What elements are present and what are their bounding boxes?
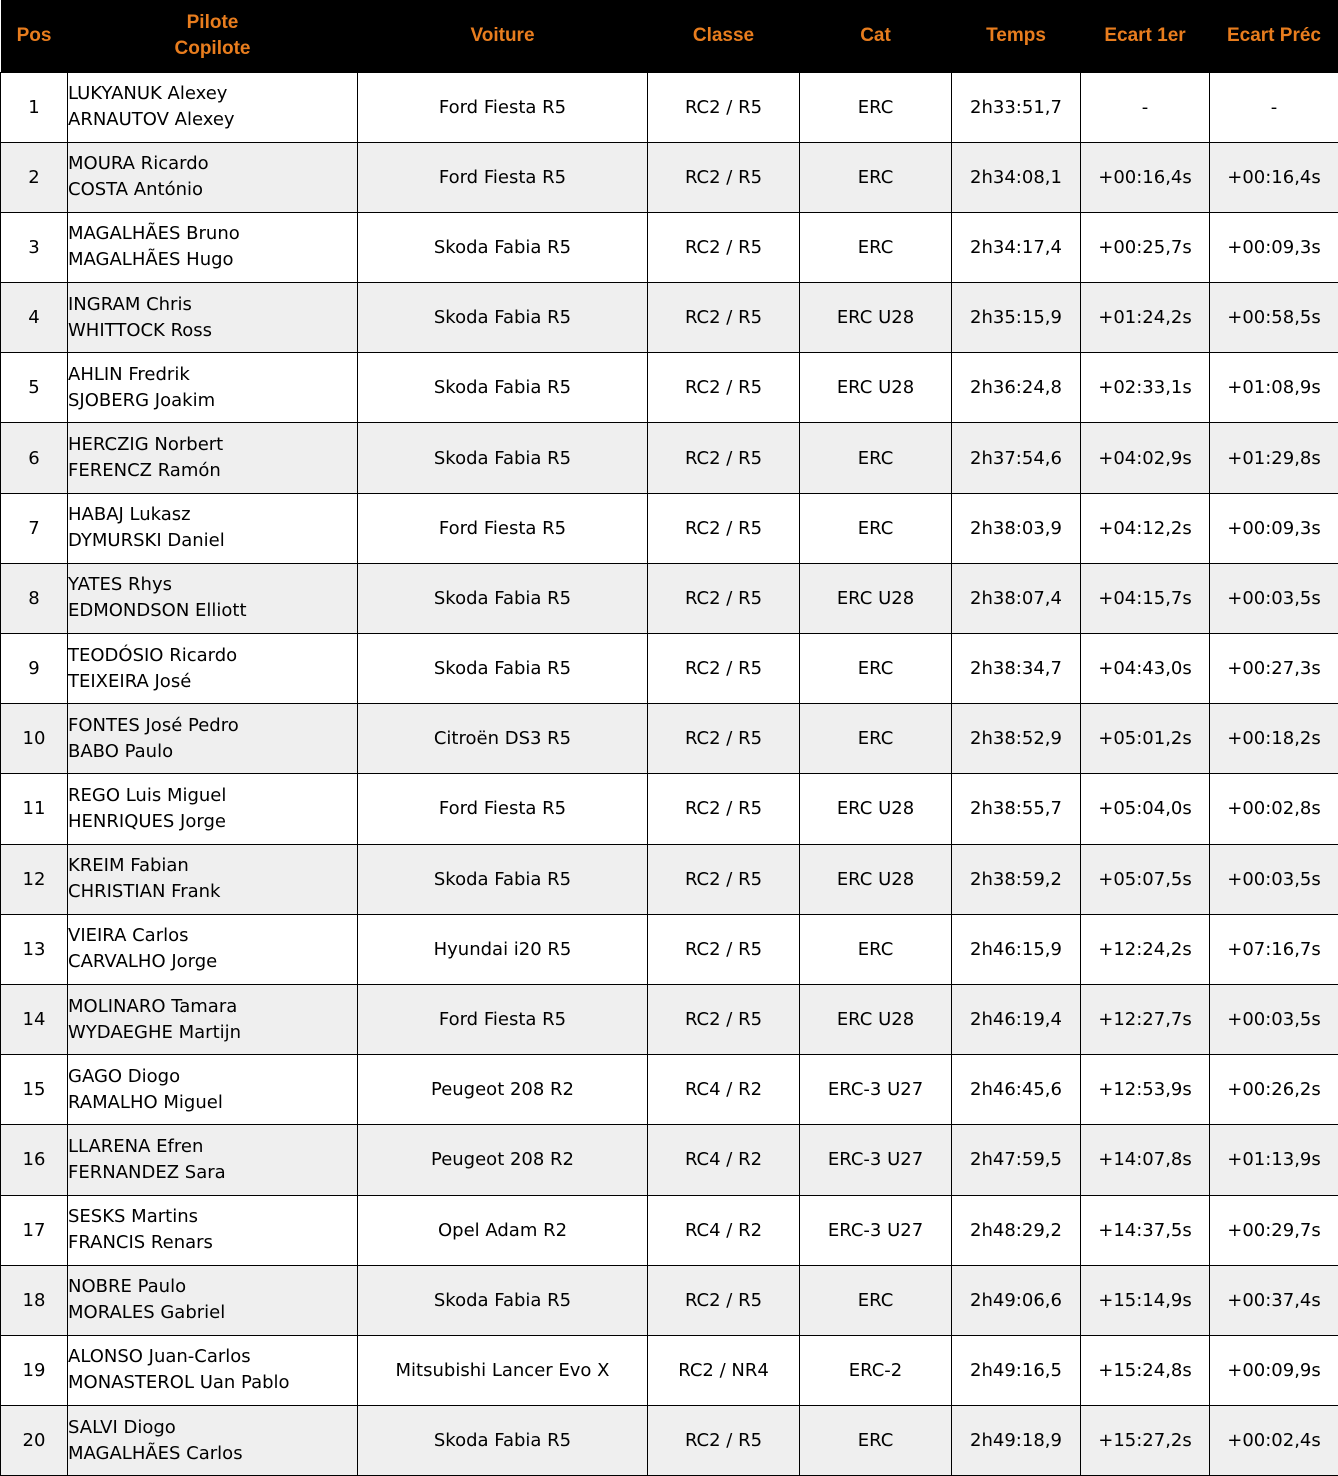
ecart-1er-cell: +05:01,2s bbox=[1081, 704, 1210, 774]
crew-cell bbox=[68, 844, 358, 914]
copilote-name: FERNANDEZ Sara bbox=[68, 1161, 226, 1183]
ecart-prec-cell: +00:58,5s bbox=[1210, 283, 1338, 353]
ecart-prec-cell: +01:13,9s bbox=[1210, 1125, 1338, 1195]
header-ecart-1er: Ecart 1er bbox=[1081, 0, 1210, 72]
voiture-cell: Skoda Fabia R5 bbox=[358, 353, 648, 423]
classe-cell: RC2 / R5 bbox=[648, 634, 800, 704]
pilote-name: HABAJ Lukasz bbox=[68, 504, 191, 526]
pos-cell: 10 bbox=[1, 704, 68, 774]
temps-cell: 2h35:15,9 bbox=[952, 283, 1081, 353]
ecart-1er-cell: +15:14,9s bbox=[1081, 1265, 1210, 1335]
temps-cell: 2h38:34,7 bbox=[952, 634, 1081, 704]
header-crew bbox=[68, 0, 358, 72]
crew-cell bbox=[68, 634, 358, 704]
pos-cell: 15 bbox=[1, 1055, 68, 1125]
table-row bbox=[1, 563, 1338, 633]
table-row bbox=[1, 72, 1338, 142]
classe-cell: RC2 / R5 bbox=[648, 563, 800, 633]
classe-cell: RC2 / R5 bbox=[648, 212, 800, 282]
pos-cell: 3 bbox=[1, 212, 68, 282]
temps-cell: 2h46:19,4 bbox=[952, 984, 1081, 1054]
cat-cell: ERC U28 bbox=[800, 353, 952, 423]
cat-cell: ERC bbox=[800, 914, 952, 984]
temps-cell: 2h49:16,5 bbox=[952, 1335, 1081, 1405]
ecart-prec-cell: +00:02,8s bbox=[1210, 774, 1338, 844]
table-row bbox=[1, 1195, 1338, 1265]
ecart-prec-cell: +00:37,4s bbox=[1210, 1265, 1338, 1335]
copilote-name: WHITTOCK Ross bbox=[68, 319, 213, 341]
ecart-prec-cell: +00:27,3s bbox=[1210, 634, 1338, 704]
classe-cell: RC2 / R5 bbox=[648, 1406, 800, 1476]
table-row bbox=[1, 423, 1338, 493]
cat-cell: ERC bbox=[800, 1406, 952, 1476]
ecart-1er-cell: +02:33,1s bbox=[1081, 353, 1210, 423]
cat-cell: ERC bbox=[800, 1265, 952, 1335]
ecart-prec-cell: +00:26,2s bbox=[1210, 1055, 1338, 1125]
voiture-cell: Peugeot 208 R2 bbox=[358, 1055, 648, 1125]
ecart-1er-cell: - bbox=[1081, 72, 1210, 142]
table-row bbox=[1, 1125, 1338, 1195]
classe-cell: RC2 / R5 bbox=[648, 1265, 800, 1335]
pos-cell: 11 bbox=[1, 774, 68, 844]
copilote-name: SJOBERG Joakim bbox=[68, 389, 216, 411]
table-row bbox=[1, 1055, 1338, 1125]
voiture-cell: Skoda Fabia R5 bbox=[358, 212, 648, 282]
ecart-prec-cell: +00:18,2s bbox=[1210, 704, 1338, 774]
classe-cell: RC2 / NR4 bbox=[648, 1335, 800, 1405]
table-header bbox=[1, 0, 1338, 72]
voiture-cell: Opel Adam R2 bbox=[358, 1195, 648, 1265]
table-row bbox=[1, 914, 1338, 984]
cat-cell: ERC bbox=[800, 704, 952, 774]
table-row bbox=[1, 283, 1338, 353]
classe-cell: RC2 / R5 bbox=[648, 914, 800, 984]
cat-cell: ERC-3 U27 bbox=[800, 1195, 952, 1265]
copilote-name: RAMALHO Miguel bbox=[68, 1091, 223, 1113]
temps-cell: 2h34:17,4 bbox=[952, 212, 1081, 282]
header-row bbox=[1, 0, 1338, 72]
crew-cell bbox=[68, 72, 358, 142]
temps-cell: 2h38:07,4 bbox=[952, 563, 1081, 633]
pilote-name: SALVI Diogo bbox=[68, 1416, 176, 1438]
cat-cell: ERC bbox=[800, 212, 952, 282]
voiture-cell: Skoda Fabia R5 bbox=[358, 423, 648, 493]
pilote-name: SESKS Martins bbox=[68, 1206, 198, 1228]
temps-cell: 2h46:45,6 bbox=[952, 1055, 1081, 1125]
temps-cell: 2h38:52,9 bbox=[952, 704, 1081, 774]
cat-cell: ERC U28 bbox=[800, 774, 952, 844]
crew-cell bbox=[68, 704, 358, 774]
ecart-1er-cell: +05:07,5s bbox=[1081, 844, 1210, 914]
classe-cell: RC2 / R5 bbox=[648, 844, 800, 914]
classe-cell: RC2 / R5 bbox=[648, 774, 800, 844]
cat-cell: ERC U28 bbox=[800, 984, 952, 1054]
header-copilote: Copilote bbox=[174, 37, 251, 59]
pos-cell: 13 bbox=[1, 914, 68, 984]
classe-cell: RC2 / R5 bbox=[648, 984, 800, 1054]
pilote-name: LUKYANUK Alexey bbox=[68, 83, 228, 105]
table-row bbox=[1, 493, 1338, 563]
cat-cell: ERC bbox=[800, 493, 952, 563]
table-row bbox=[1, 142, 1338, 212]
ecart-1er-cell: +05:04,0s bbox=[1081, 774, 1210, 844]
cat-cell: ERC U28 bbox=[800, 283, 952, 353]
temps-cell: 2h33:51,7 bbox=[952, 72, 1081, 142]
header-cat: Cat bbox=[800, 0, 952, 72]
pos-cell: 16 bbox=[1, 1125, 68, 1195]
classe-cell: RC2 / R5 bbox=[648, 72, 800, 142]
pilote-name: HERCZIG Norbert bbox=[68, 434, 224, 456]
header-pilote: Pilote bbox=[186, 11, 239, 33]
table-row bbox=[1, 634, 1338, 704]
pilote-name: TEODÓSIO Ricardo bbox=[68, 644, 238, 666]
ecart-1er-cell: +04:02,9s bbox=[1081, 423, 1210, 493]
crew-cell bbox=[68, 1055, 358, 1125]
ecart-prec-cell: +00:03,5s bbox=[1210, 984, 1338, 1054]
pos-cell: 18 bbox=[1, 1265, 68, 1335]
crew-cell bbox=[68, 423, 358, 493]
ecart-1er-cell: +04:12,2s bbox=[1081, 493, 1210, 563]
pos-cell: 2 bbox=[1, 142, 68, 212]
voiture-cell: Ford Fiesta R5 bbox=[358, 72, 648, 142]
table-row bbox=[1, 212, 1338, 282]
crew-cell bbox=[68, 1265, 358, 1335]
copilote-name: CARVALHO Jorge bbox=[68, 951, 218, 973]
ecart-1er-cell: +04:43,0s bbox=[1081, 634, 1210, 704]
ecart-1er-cell: +00:16,4s bbox=[1081, 142, 1210, 212]
ecart-1er-cell: +15:24,8s bbox=[1081, 1335, 1210, 1405]
copilote-name: ARNAUTOV Alexey bbox=[68, 109, 235, 131]
temps-cell: 2h36:24,8 bbox=[952, 353, 1081, 423]
cat-cell: ERC bbox=[800, 142, 952, 212]
voiture-cell: Skoda Fabia R5 bbox=[358, 1406, 648, 1476]
header-ecart-prec: Ecart Préc bbox=[1210, 0, 1338, 72]
voiture-cell: Ford Fiesta R5 bbox=[358, 493, 648, 563]
pos-cell: 9 bbox=[1, 634, 68, 704]
ecart-1er-cell: +14:07,8s bbox=[1081, 1125, 1210, 1195]
pilote-name: FONTES José Pedro bbox=[68, 714, 239, 736]
ecart-prec-cell: +00:16,4s bbox=[1210, 142, 1338, 212]
table-row bbox=[1, 1335, 1338, 1405]
copilote-name: HENRIQUES Jorge bbox=[68, 810, 226, 832]
pilote-name: MOURA Ricardo bbox=[68, 153, 209, 175]
ecart-prec-cell: +00:03,5s bbox=[1210, 563, 1338, 633]
table-row bbox=[1, 984, 1338, 1054]
ecart-1er-cell: +01:24,2s bbox=[1081, 283, 1210, 353]
pilote-name: YATES Rhys bbox=[68, 574, 172, 596]
header-temps: Temps bbox=[952, 0, 1081, 72]
classe-cell: RC2 / R5 bbox=[648, 283, 800, 353]
ecart-prec-cell: +00:09,9s bbox=[1210, 1335, 1338, 1405]
ecart-1er-cell: +00:25,7s bbox=[1081, 212, 1210, 282]
ecart-prec-cell: - bbox=[1210, 72, 1338, 142]
copilote-name: MAGALHÃES Carlos bbox=[68, 1442, 243, 1464]
pos-cell: 4 bbox=[1, 283, 68, 353]
crew-cell bbox=[68, 914, 358, 984]
copilote-name: MAGALHÃES Hugo bbox=[68, 249, 234, 271]
copilote-name: BABO Paulo bbox=[68, 740, 174, 762]
pos-cell: 7 bbox=[1, 493, 68, 563]
crew-cell bbox=[68, 1406, 358, 1476]
crew-cell bbox=[68, 212, 358, 282]
cat-cell: ERC bbox=[800, 72, 952, 142]
pilote-name: MAGALHÃES Bruno bbox=[68, 223, 240, 245]
pilote-name: VIEIRA Carlos bbox=[68, 925, 189, 947]
ecart-1er-cell: +04:15,7s bbox=[1081, 563, 1210, 633]
ecart-1er-cell: +12:24,2s bbox=[1081, 914, 1210, 984]
temps-cell: 2h34:08,1 bbox=[952, 142, 1081, 212]
copilote-name: FERENCZ Ramón bbox=[68, 460, 221, 482]
ecart-prec-cell: +01:08,9s bbox=[1210, 353, 1338, 423]
pos-cell: 14 bbox=[1, 984, 68, 1054]
copilote-name: TEIXEIRA José bbox=[68, 670, 192, 692]
ecart-prec-cell: +00:09,3s bbox=[1210, 493, 1338, 563]
cat-cell: ERC bbox=[800, 634, 952, 704]
crew-cell bbox=[68, 142, 358, 212]
pos-cell: 1 bbox=[1, 72, 68, 142]
voiture-cell: Ford Fiesta R5 bbox=[358, 774, 648, 844]
cat-cell: ERC bbox=[800, 423, 952, 493]
crew-cell bbox=[68, 774, 358, 844]
classe-cell: RC2 / R5 bbox=[648, 142, 800, 212]
pilote-name: NOBRE Paulo bbox=[68, 1276, 187, 1298]
temps-cell: 2h49:06,6 bbox=[952, 1265, 1081, 1335]
ecart-1er-cell: +12:53,9s bbox=[1081, 1055, 1210, 1125]
cat-cell: ERC-3 U27 bbox=[800, 1055, 952, 1125]
pos-cell: 12 bbox=[1, 844, 68, 914]
pos-cell: 19 bbox=[1, 1335, 68, 1405]
voiture-cell: Skoda Fabia R5 bbox=[358, 634, 648, 704]
pilote-name: GAGO Diogo bbox=[68, 1065, 181, 1087]
temps-cell: 2h46:15,9 bbox=[952, 914, 1081, 984]
table-row bbox=[1, 1406, 1338, 1476]
table-row bbox=[1, 353, 1338, 423]
table-row bbox=[1, 844, 1338, 914]
ecart-1er-cell: +15:27,2s bbox=[1081, 1406, 1210, 1476]
crew-cell bbox=[68, 493, 358, 563]
classe-cell: RC4 / R2 bbox=[648, 1195, 800, 1265]
table-body bbox=[1, 72, 1338, 1476]
copilote-name: EDMONDSON Elliott bbox=[68, 600, 247, 622]
crew-cell bbox=[68, 1335, 358, 1405]
voiture-cell: Skoda Fabia R5 bbox=[358, 563, 648, 633]
ecart-prec-cell: +00:29,7s bbox=[1210, 1195, 1338, 1265]
crew-cell bbox=[68, 1125, 358, 1195]
table-row bbox=[1, 1265, 1338, 1335]
pilote-name: AHLIN Fredrik bbox=[68, 363, 190, 385]
copilote-name: FRANCIS Renars bbox=[68, 1232, 213, 1254]
pos-cell: 17 bbox=[1, 1195, 68, 1265]
temps-cell: 2h47:59,5 bbox=[952, 1125, 1081, 1195]
voiture-cell: Peugeot 208 R2 bbox=[358, 1125, 648, 1195]
copilote-name: WYDAEGHE Martijn bbox=[68, 1021, 242, 1043]
crew-cell bbox=[68, 353, 358, 423]
pos-cell: 5 bbox=[1, 353, 68, 423]
voiture-cell: Skoda Fabia R5 bbox=[358, 1265, 648, 1335]
ecart-prec-cell: +07:16,7s bbox=[1210, 914, 1338, 984]
classe-cell: RC4 / R2 bbox=[648, 1125, 800, 1195]
pilote-name: INGRAM Chris bbox=[68, 293, 192, 315]
voiture-cell: Skoda Fabia R5 bbox=[358, 844, 648, 914]
cat-cell: ERC U28 bbox=[800, 844, 952, 914]
temps-cell: 2h38:03,9 bbox=[952, 493, 1081, 563]
crew-cell bbox=[68, 283, 358, 353]
header-voiture: Voiture bbox=[358, 0, 648, 72]
cat-cell: ERC U28 bbox=[800, 563, 952, 633]
pilote-name: KREIM Fabian bbox=[68, 855, 189, 877]
ecart-1er-cell: +14:37,5s bbox=[1081, 1195, 1210, 1265]
temps-cell: 2h48:29,2 bbox=[952, 1195, 1081, 1265]
crew-cell bbox=[68, 563, 358, 633]
pilote-name: REGO Luis Miguel bbox=[68, 784, 227, 806]
crew-cell bbox=[68, 1195, 358, 1265]
pos-cell: 6 bbox=[1, 423, 68, 493]
copilote-name: MONASTEROL Uan Pablo bbox=[68, 1372, 290, 1394]
cat-cell: ERC-3 U27 bbox=[800, 1125, 952, 1195]
cat-cell: ERC-2 bbox=[800, 1335, 952, 1405]
temps-cell: 2h49:18,9 bbox=[952, 1406, 1081, 1476]
pilote-name: LLARENA Efren bbox=[68, 1135, 204, 1157]
header-pos: Pos bbox=[1, 0, 68, 72]
voiture-cell: Ford Fiesta R5 bbox=[358, 142, 648, 212]
voiture-cell: Hyundai i20 R5 bbox=[358, 914, 648, 984]
temps-cell: 2h37:54,6 bbox=[952, 423, 1081, 493]
pos-cell: 8 bbox=[1, 563, 68, 633]
copilote-name: COSTA António bbox=[68, 179, 204, 201]
pos-cell: 20 bbox=[1, 1406, 68, 1476]
voiture-cell: Citroën DS3 R5 bbox=[358, 704, 648, 774]
ecart-prec-cell: +00:02,4s bbox=[1210, 1406, 1338, 1476]
classe-cell: RC2 / R5 bbox=[648, 704, 800, 774]
ecart-prec-cell: +01:29,8s bbox=[1210, 423, 1338, 493]
copilote-name: MORALES Gabriel bbox=[68, 1302, 226, 1324]
crew-cell bbox=[68, 984, 358, 1054]
classe-cell: RC4 / R2 bbox=[648, 1055, 800, 1125]
voiture-cell: Mitsubishi Lancer Evo X bbox=[358, 1335, 648, 1405]
temps-cell: 2h38:59,2 bbox=[952, 844, 1081, 914]
ecart-prec-cell: +00:03,5s bbox=[1210, 844, 1338, 914]
copilote-name: DYMURSKI Daniel bbox=[68, 530, 225, 552]
ecart-1er-cell: +12:27,7s bbox=[1081, 984, 1210, 1054]
table-row bbox=[1, 774, 1338, 844]
classe-cell: RC2 / R5 bbox=[648, 353, 800, 423]
copilote-name: CHRISTIAN Frank bbox=[68, 881, 221, 903]
classe-cell: RC2 / R5 bbox=[648, 493, 800, 563]
voiture-cell: Skoda Fabia R5 bbox=[358, 283, 648, 353]
pilote-name: ALONSO Juan-Carlos bbox=[68, 1346, 251, 1368]
classe-cell: RC2 / R5 bbox=[648, 423, 800, 493]
temps-cell: 2h38:55,7 bbox=[952, 774, 1081, 844]
header-classe: Classe bbox=[648, 0, 800, 72]
pilote-name: MOLINARO Tamara bbox=[68, 995, 238, 1017]
ecart-prec-cell: +00:09,3s bbox=[1210, 212, 1338, 282]
table-row bbox=[1, 704, 1338, 774]
voiture-cell: Ford Fiesta R5 bbox=[358, 984, 648, 1054]
